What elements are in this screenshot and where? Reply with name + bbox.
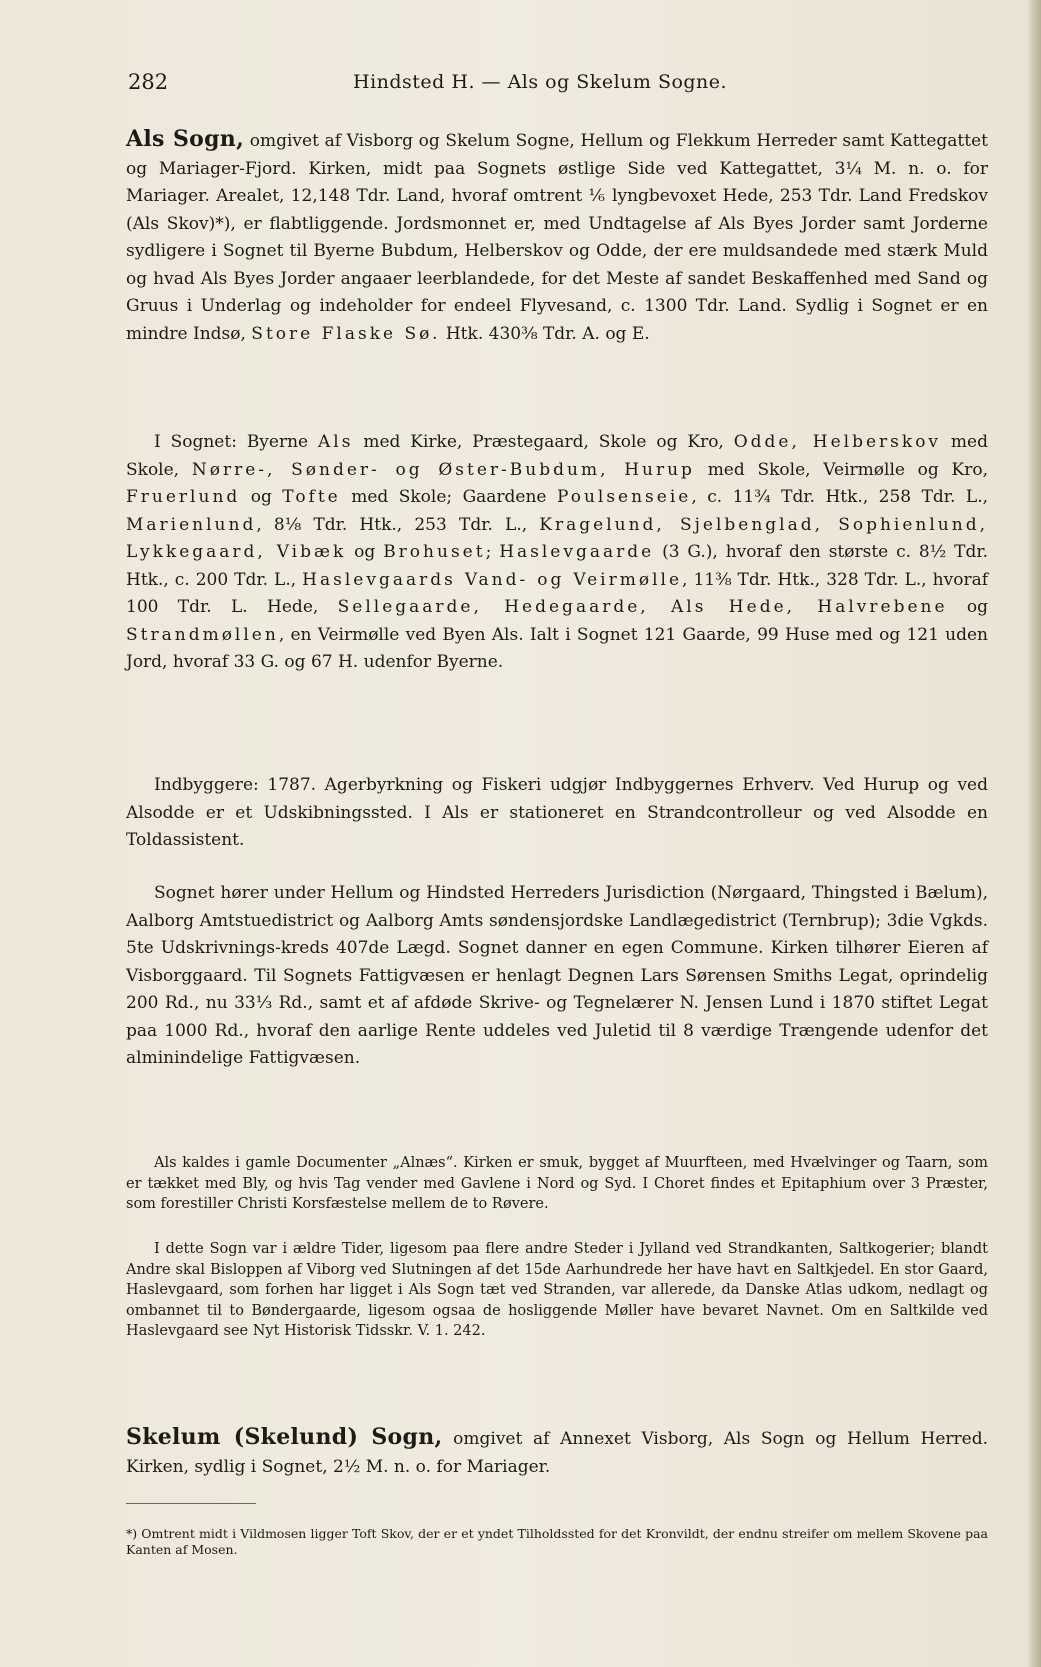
heading-als-sogn: Als Sogn,: [126, 126, 245, 152]
note-church: Als kaldes i gamle Documenter „Alnæs“. Kirken er smuk, bygget af Muurfteen, med Hvælvinger og Taarn, som er tækket med Bly, og hvis Tag vender med Gavlene i Nord og Syd. I Choret findes et Epitaphium over 3 Præster, som forestiller Christi Korsfæstelse mellem de to Røvere.: [126, 1155, 988, 1212]
paragraph-jurisdiction: Sognet hører under Hellum og Hindsted Herreders Jurisdiction (Nørgaard, Thingsted i Bælum), Aalborg Amtstuedistrict og Aalborg Amts søndensjordske Landlægedistrict (Ternbrup); 3die Vgkds. 5te Udskrivnings-kreds 407de Lægd. Sognet danner en egen Commune. Kirken tilhører Eieren af Visborggaard. Til Sognets Fattigvæsen er henlagt Degnen Lars Sørensen Smiths Legat, oprindelig 200 Rd., nu 33⅓ Rd., samt et af afdøde Skrive- og Tegnelærer N. Jensen Lund i 1870 stiftet Legat paa 1000 Rd., hvoraf den aarlige Rente uddeles ved Juletid til 8 værdige Trængende udenfor det alminindelige Fattigvæsen.: [126, 883, 988, 1068]
als-sogn-hartkorn: Htk. 430⅜ Tdr. A. og E.: [440, 323, 650, 344]
place-name: Poulsenseie: [556, 487, 692, 507]
text-run: med Skole, Veirmølle og Kro,: [694, 459, 988, 480]
place-name: Odde, Helberskov: [733, 432, 942, 452]
text-run: , en Veirmølle ved Byen Als. Ialt i Sognet 121 Gaarde, 99 Huse med og 121 uden Jord, hvoraf 33 G. og 67 H. udenfor Byerne.: [126, 624, 988, 672]
heading-skelum-sogn: Skelum (Skelund) Sogn,: [126, 1424, 443, 1450]
place-name: Kragelund, Sjelbenglad, Sophienlund, Lykkegaard, Vibæk: [126, 514, 988, 562]
footnote-rule: [126, 1503, 256, 1504]
text-run: og: [346, 542, 384, 562]
text-run: med Skole; Gaardene: [340, 487, 557, 507]
text-run: og: [240, 487, 283, 507]
text-run: med Skole,: [126, 432, 988, 480]
page-edge-shadow: [1027, 0, 1041, 1667]
place-name: Marienlund: [126, 514, 257, 535]
paragraph-skelum-sogn: [126, 1424, 988, 1481]
text-run: , 8⅛ Tdr. Htk., 253 Tdr. L.,: [256, 514, 540, 535]
text-run: og: [947, 597, 988, 617]
place-name: Fruerlund: [126, 487, 241, 507]
text-run: , 11⅜ Tdr. Htk., 328 Tdr. L., hvoraf 100 Tdr. L. Hede,: [126, 569, 989, 617]
place-name: Sellegaarde, Hedegaarde, Als Hede, Halvrebene: [337, 597, 948, 617]
place-name: Haslevgaarde: [499, 542, 655, 562]
place-name: Strandmøllen: [126, 624, 279, 645]
place-name: Als: [318, 432, 354, 452]
note-saltworks: I dette Sogn var i ældre Tider, ligesom paa flere andre Steder i Jylland ved Strandkanten, Saltkogerier; blandt Andre skal Bisloppen af Viborg ved Slutningen af det 15de Aarhundrede her have havt en Saltkjedel. En stor Gaard, Haslevgaard, som forhen har ligget i Als Sogn tæt ved Stranden, var allerede, da Danske Atlas udkom, nedlagt og ombannet til to Bøndergaarde, ligesom ogsaa de hosliggende Møller have bevaret Navnet. Om en Saltkilde ved Haslevgaard see Nyt Historisk Tidsskr. V. 1. 242.: [126, 1241, 988, 1339]
footnote: *) Omtrent midt i Vildmosen ligger Toft Skov, der er et yndet Tilholdssted for det Kronvildt, der endnu streifer om mellem Skovene paa Kanten af Mosen.: [126, 1526, 988, 1557]
place-name: Nørre-, Sønder- og Øster-Bubdum, Hurup: [191, 459, 695, 480]
text-run: , c. 11¾ Tdr. Htk., 258 Tdr. L.,: [691, 487, 988, 507]
lake-name: Store Flaske Sø.: [251, 323, 441, 344]
text-run: I Sognet: Byerne: [154, 432, 318, 452]
text-run: ;: [485, 542, 500, 562]
page-number: 282: [128, 70, 169, 94]
paragraph-villages: [126, 429, 988, 677]
als-sogn-description: omgivet af Visborg og Skelum Sogne, Hellum og Flekkum Herreder samt Kattegattet og Mariager-Fjord. Kirken, midt paa Sognets østlige Side ved Kattegattet, 3¼ M. n. o. for Mariager. Arealet, 12,148 Tdr. Land, hvoraf omtrent ⅙ lyngbevoxet Hede, 253 Tdr. Land Fredskov (Als Skov)*), er flabtliggende. Jordsmonnet er, med Undtagelse af Als Byes Jorder samt Jorderne sydligere i Sognet til Byerne Bubdum, Helberskov og Odde, der ere muldsandede med stærk Muld og hvad Als Byes Jorder angaaer leerblandede, for det Meste af sandet Beskaffenhed med Sand og Gruus i Underlag og indeholder for endeel Flyvesand, c. 1300 Tdr. Land. Sydlig i Sognet er en mindre Indsø,: [126, 131, 988, 344]
place-name: Brohuset: [383, 542, 486, 562]
page-header: [128, 70, 988, 100]
text-run: med Kirke, Præstegaard, Skole og Kro,: [353, 432, 734, 452]
place-name: Tofte: [282, 487, 341, 507]
skelum-sogn-description: omgivet af Annexet Visborg, Als Sogn og Hellum Herred. Kirken, sydlig i Sognet, 2½ M. n. o. for Mariager.: [126, 1429, 989, 1477]
paragraph-als-sogn: [126, 126, 988, 348]
paragraph-inhabitants: Indbyggere: 1787. Agerbyrkning og Fiskeri udgjør Indbyggernes Erhverv. Ved Hurup og ved Alsodde er et Udskibningssted. I Als er stationeret en Strandcontrolleur og ved Alsodde en Toldassistent.: [126, 775, 988, 850]
running-head: Hindsted H. — Als og Skelum Sogne.: [353, 71, 728, 93]
place-name: Haslevgaards Vand- og Veirmølle: [302, 569, 683, 590]
text-run: (3 G.), hvoraf den største c. 8½ Tdr. Htk., c. 200 Tdr. L.,: [126, 542, 988, 590]
